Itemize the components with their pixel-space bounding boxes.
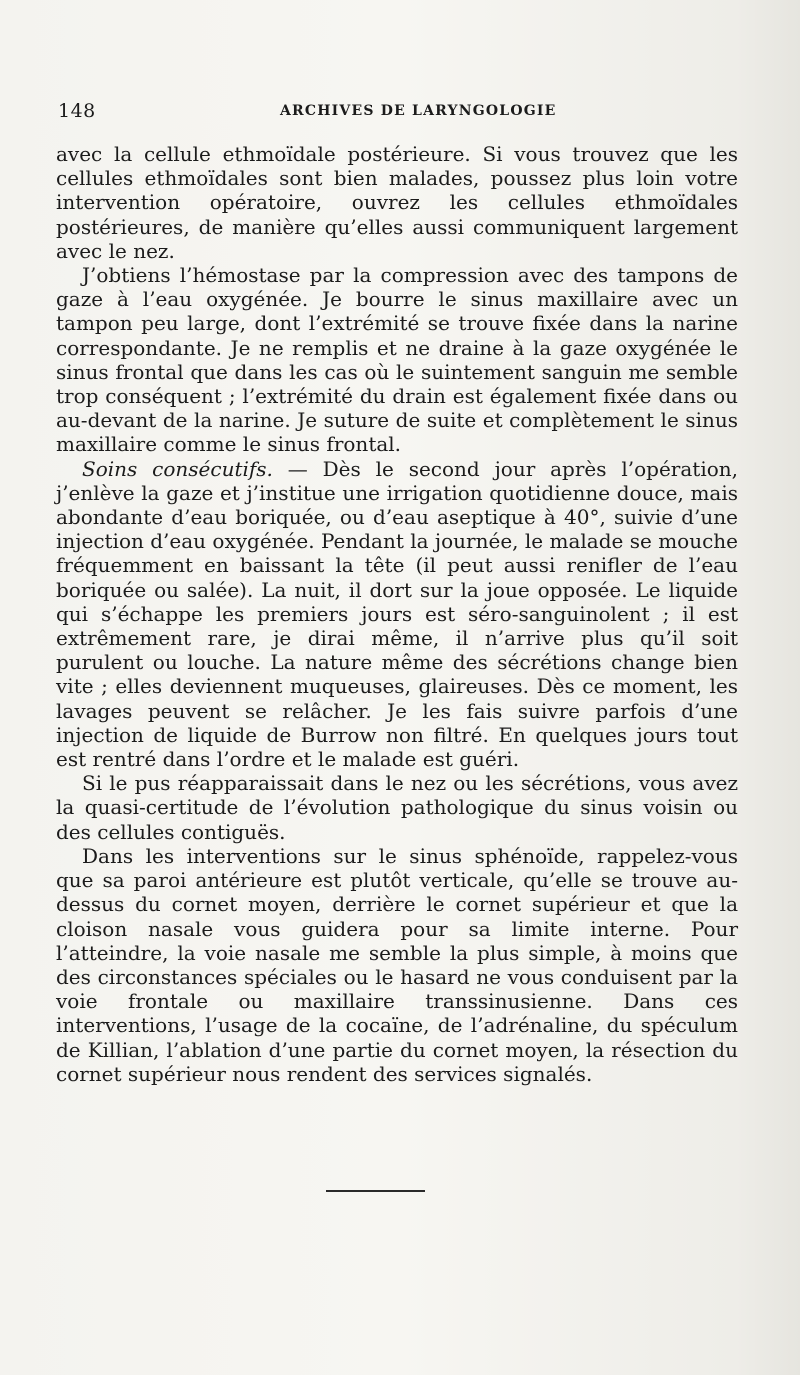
paragraph-5: Dans les interventions sur le sinus sphénoïde, rappelez-vous que sa paroi antérieure est plutôt verticale, qu’elle se trouve au-dessus du cornet moyen, derrière le cornet supérieur et que la cloison nasale vous guidera pour sa limite interne. Pour l’atteindre, la voie nasale me semble la plus simple, à moins que des circonstances spéciales ou le hasard ne vous conduisent par la voie frontale ou maxillaire transsinusienne. Dans ces interventions, l’usage de la cocaïne, de l’adrénaline, du spéculum de Killian, l’ablation d’une partie du cornet moyen, la résection du cornet supérieur nous rendent des services signalés. xyxy=(56,843,738,1086)
body-text xyxy=(56,142,738,1086)
paragraph-3 xyxy=(56,457,738,772)
paragraph-1: avec la cellule ethmoïdale postérieure. Si vous trouvez que les cellules ethmoïdales sont bien malades, poussez plus loin votre intervention opératoire, ouvrez les cellules ethmoïdales postérieures, de manière qu’elles aussi communiquent largement avec le nez. xyxy=(56,142,738,263)
paragraph-4: Si le pus réapparaissait dans le nez ou les sécrétions, vous avez la quasi-certitude de l’évolution pathologique du sinus voisin ou des cellules contiguës. xyxy=(56,771,738,844)
paragraph-2: J’obtiens l’hémostase par la compression avec des tampons de gaze à l’eau oxygénée. Je bourre le sinus maxillaire avec un tampon peu large, dont l’extrémité se trouve fixée dans la narine correspondante. Je ne remplis et ne draine à la gaze oxygénée le sinus frontal que dans les cas où le suintement sanguin me semble trop conséquent ; l’extrémité du drain est également fixée dans ou au-devant de la narine. Je suture de suite et complètement le sinus maxillaire comme le sinus frontal. xyxy=(56,263,738,457)
section-heading-soins-consecutifs: Soins consécutifs. xyxy=(82,456,273,481)
running-title: ARCHIVES DE LARYNGOLOGIE xyxy=(280,103,557,119)
page-number: 148 xyxy=(58,100,96,122)
page-header xyxy=(58,100,768,124)
end-rule xyxy=(326,1190,425,1192)
paragraph-3-text: — Dès le second jour après l’opération, j’enlève la gaze et j’institue une irrigation quotidienne douce, mais abondante d’eau boriquée, ou d’eau aseptique à 40°, suivie d’une injection d’eau oxygénée. Pendant la journée, le malade se mouche fréquemment en baissant la tête (il peut aussi renifler de l’eau boriquée ou salée). La nuit, il dort sur la joue opposée. Le liquide qui s’échappe les premiers jours est séro-sanguinolent ; il est extrêmement rare, je dirai même, il n’arrive plus qu’il soit purulent ou louche. La nature même des sécrétions change bien vite ; elles deviennent muqueuses, glaireuses. Dès ce moment, les lavages peuvent se relâcher. Je les fais suivre parfois d’une injection de liquide de Burrow non filtré. En quelques jours tout est rentré dans l’ordre et le malade est guéri. xyxy=(56,456,738,772)
